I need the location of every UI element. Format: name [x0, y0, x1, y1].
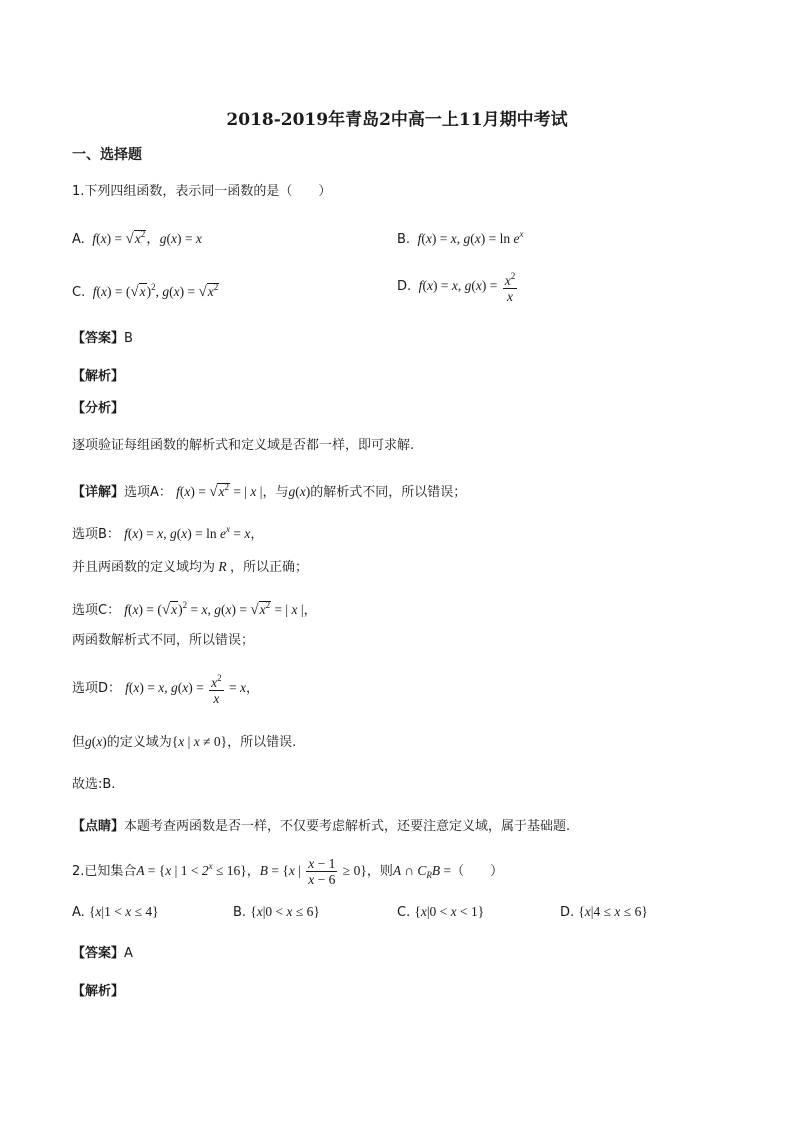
q2-set-a: A = {x | $1 < 2^x \le 16$}	[136, 861, 247, 878]
q2-expression: A ∩ $C_RB$ =	[392, 863, 452, 880]
q2-option-a[interactable]	[72, 903, 159, 922]
detail-c-prefix: 选项C：	[72, 603, 121, 618]
q2-option-a-set: {x|1 < x ≤ 4}	[88, 904, 159, 919]
detail-b-formula: f(x) = x, $g(x) = \ln e^x = x$	[124, 524, 251, 541]
q2-option-c[interactable]	[397, 903, 484, 922]
q1-comment	[72, 818, 570, 836]
q1-detail-b	[72, 520, 263, 544]
detail-a-formula: $f(x) = √x^2$ = | x |	[176, 482, 263, 500]
q1-option-d-formula: f(x) = x, g(x) = $\frac{x^2}{x}$	[415, 271, 516, 305]
q1-detail-a	[72, 478, 466, 502]
q1-detail-c2: 两函数解析式不同，所以错误；	[72, 633, 255, 648]
q1-option-b-formula: f(x) = x, $g(x) = \ln e^x$	[414, 229, 524, 246]
q1-detail-c	[72, 596, 317, 620]
q1-detail-d	[72, 670, 259, 707]
detail-d-suffix: ，	[246, 681, 260, 696]
detail-d2-suffix: ，所以错误.	[227, 735, 297, 750]
section-heading: 一、选择题	[72, 147, 142, 163]
q1-fenxi-text: 逐项验证每组函数的解析式和定义域是否都一样，即可求解.	[72, 438, 415, 453]
q1-analysis-tag: 【解析】	[72, 369, 125, 384]
page-title: 2018-2019年青岛2中高一上11月期中考试	[226, 110, 568, 130]
question-1-stem: 1.下列四组函数，表示同一函数的是（ ）	[72, 184, 332, 199]
q1-option-c-formula: $f(x) = (√x)^2$, $g(x) = √x^2$	[89, 282, 219, 300]
q2-option-d-set: {x|4 ≤ x ≤ 6}	[578, 904, 648, 919]
q2-option-b[interactable]	[233, 903, 320, 922]
detail-tag: 【详解】	[72, 485, 125, 500]
q2-set-b: B = {x | $\frac{x - 1}{x - 6}$ ≥ 0}	[259, 856, 367, 888]
q1-option-a-label: A.	[72, 232, 85, 247]
q2-answer	[72, 945, 133, 963]
question-2-stem	[72, 848, 503, 893]
q2-option-a-label: A.	[72, 905, 85, 920]
detail-d2-domain: {x | x ≠ 0}	[171, 734, 228, 749]
detail-a-gx: g(x)	[288, 484, 311, 499]
detail-b2-prefix: 并且两函数的定义域均为	[72, 560, 216, 575]
answer-value: B	[124, 331, 133, 346]
detail-a-suffix: 的解析式不同，所以错误；	[310, 485, 467, 500]
q1-option-d-label: D.	[397, 279, 412, 294]
q1-conclusion: 故选:B.	[72, 777, 116, 792]
q2-option-c-label: C.	[397, 905, 411, 920]
detail-a-mid: ，与	[262, 485, 289, 500]
q2-option-c-set: {x|0 < x < 1}	[414, 904, 485, 919]
detail-d2-mid: 的定义域为	[106, 735, 172, 750]
q1-answer	[72, 330, 133, 348]
q1-fenxi-tag: 【分析】	[72, 401, 125, 416]
q2-answer-value: A	[124, 946, 133, 961]
q1-option-a-formula: $f(x) = √x^2$，g(x) = x	[88, 229, 202, 247]
q2-stem-prefix: 2.已知集合	[72, 864, 137, 879]
q2-stem-blank: （ ）	[451, 864, 504, 879]
q2-option-d-label: D.	[560, 905, 575, 920]
detail-d-prefix: 选项D：	[72, 681, 122, 696]
detail-b-prefix: 选项B：	[72, 527, 120, 542]
q1-option-c-label: C.	[72, 285, 86, 300]
detail-b2-suffix: ，所以正确；	[230, 560, 309, 575]
q2-stem-sep: ，	[246, 864, 260, 879]
q1-option-c[interactable]	[72, 278, 219, 302]
detail-b-suffix: ，	[250, 527, 264, 542]
q2-analysis-tag: 【解析】	[72, 984, 125, 999]
detail-d-formula: f(x) = x, g(x) = $\frac{x^2}{x}$ = x	[125, 673, 247, 707]
answer-tag: 【答案】	[72, 331, 125, 346]
q1-detail-d2	[72, 733, 296, 752]
q2-option-d[interactable]	[560, 903, 648, 922]
q1-option-a[interactable]	[72, 225, 202, 249]
q2-option-b-set: {x|0 < x ≤ 6}	[250, 904, 320, 919]
detail-b2-R: R	[215, 559, 231, 574]
q1-detail-b2	[72, 558, 308, 577]
detail-c-suffix: ，	[303, 603, 317, 618]
q1-option-b[interactable]	[397, 225, 523, 249]
comment-text: 本题考查两函数是否一样，不仅要考虑解析式，还要注意定义域，属于基础题.	[124, 819, 571, 834]
q2-stem-then: ，则	[366, 864, 393, 879]
q2-answer-tag: 【答案】	[72, 946, 125, 961]
q1-option-d[interactable]	[397, 268, 519, 305]
detail-d2-gx: g(x)	[85, 734, 107, 749]
detail-c-formula: $f(x) = (√x)^2 = x$, $g(x) = √x^2$ = | x |	[124, 600, 304, 618]
q1-option-b-label: B.	[397, 232, 411, 247]
comment-tag: 【点睛】	[72, 819, 125, 834]
detail-a-prefix: 选项A：	[124, 485, 172, 500]
q2-option-b-label: B.	[233, 905, 247, 920]
detail-d2-prefix: 但	[72, 735, 86, 750]
